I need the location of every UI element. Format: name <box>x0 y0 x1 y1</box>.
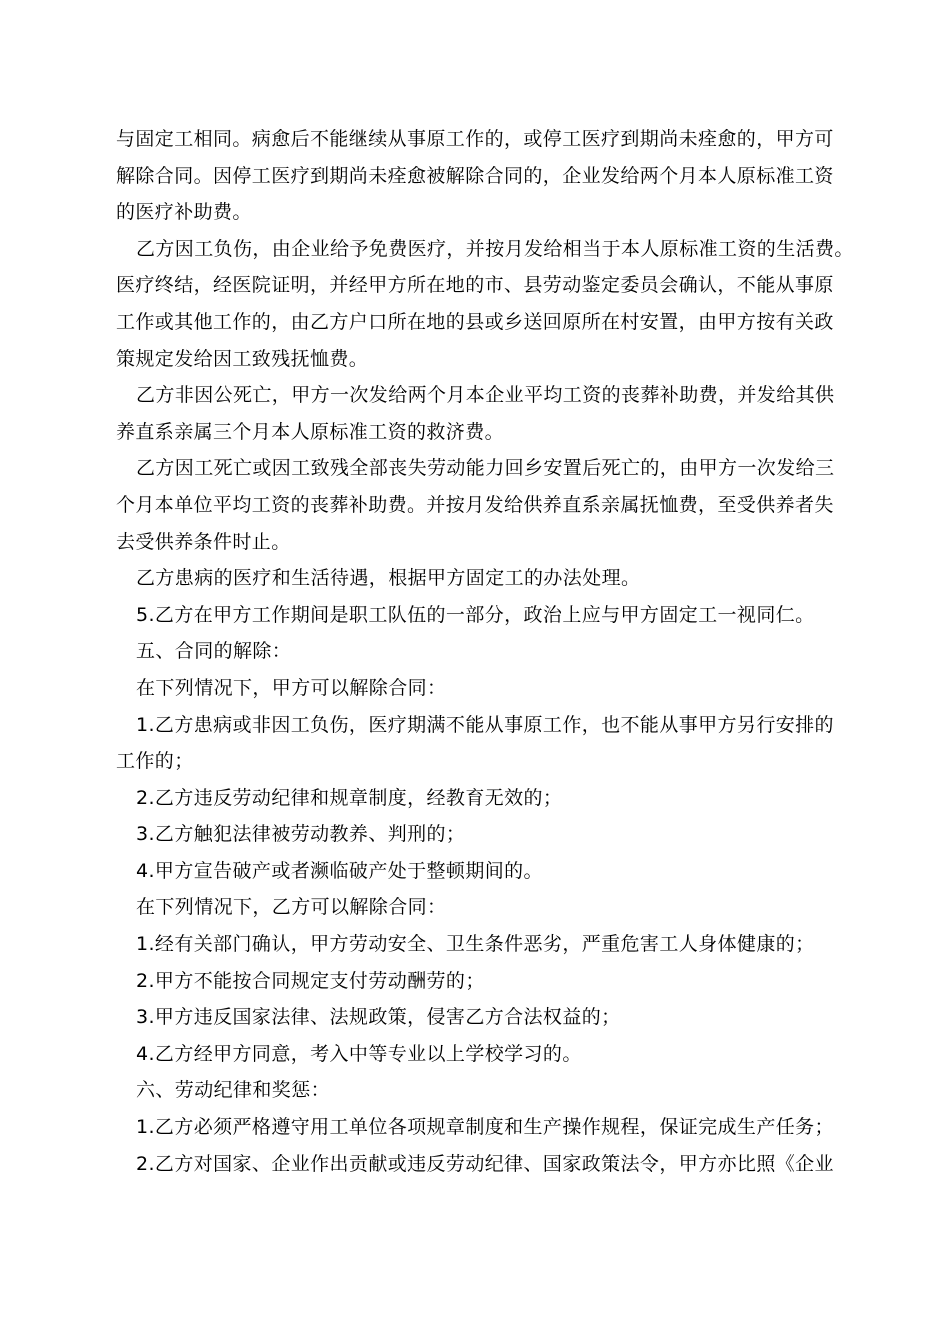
list-item <box>116 1146 841 1183</box>
text-line: 医疗终结，经医院证明，并经甲方所在地的市、县劳动鉴定委员会确认，不能从事原 <box>116 274 834 297</box>
list-item <box>116 597 841 634</box>
list-item <box>116 1036 841 1073</box>
text-line: 工作或其他工作的，由乙方户口所在地的县或乡送回原所在村安置，由甲方按有关政 <box>116 310 834 333</box>
text-line: 3.甲方违反国家法律、法规政策，侵害乙方合法权益的； <box>136 1006 621 1029</box>
text-line: 在下列情况下，甲方可以解除合同： <box>136 676 447 699</box>
text-line: 五、合同的解除： <box>136 640 292 663</box>
paragraph <box>116 889 841 926</box>
paragraph <box>116 560 841 597</box>
text-line: 个月本单位平均工资的丧葬补助费。并按月发给供养直系亲属抚恤费，至受供养者失 <box>116 493 834 516</box>
text-line: 工作的； <box>116 750 194 773</box>
text-line: 去受供养条件时止。 <box>116 530 291 553</box>
section-heading <box>116 1072 841 1109</box>
document-body <box>116 121 854 1182</box>
text-line: 养直系亲属三个月本人原标准工资的救济费。 <box>116 420 505 443</box>
list-item <box>116 963 841 1000</box>
list-item <box>116 1109 841 1146</box>
text-line: 2.乙方违反劳动纪律和规章制度，经教育无效的； <box>136 786 563 809</box>
text-line: 乙方患病的医疗和生活待遇，根据甲方固定工的办法处理。 <box>136 567 641 590</box>
section-heading <box>116 633 841 670</box>
text-line: 的医疗补助费。 <box>116 201 252 224</box>
list-item <box>116 999 841 1036</box>
text-line: 乙方因工死亡或因工致残全部丧失劳动能力回乡安置后死亡的，由甲方一次发给三 <box>136 457 835 480</box>
paragraph <box>116 450 841 560</box>
text-line: 1.经有关部门确认，甲方劳动安全、卫生条件恶劣，严重危害工人身体健康的； <box>136 933 815 956</box>
list-item <box>116 780 841 817</box>
text-line: 策规定发给因工致残抚恤费。 <box>116 347 369 370</box>
text-line: 1.乙方必须严格遵守用工单位各项规章制度和生产操作规程，保证完成生产任务； <box>136 1116 834 1139</box>
text-line: 在下列情况下，乙方可以解除合同： <box>136 896 447 919</box>
list-item <box>116 707 841 780</box>
list-item <box>116 853 841 890</box>
text-line: 解除合同。因停工医疗到期尚未痊愈被解除合同的，企业发给两个月本人原标准工资 <box>116 164 834 187</box>
text-line: 4.甲方宣告破产或者濒临破产处于整顿期间的。 <box>136 859 543 882</box>
list-item <box>116 926 841 963</box>
text-line: 2.乙方对国家、企业作出贡献或违反劳动纪律、国家政策法令，甲方亦比照《企业 <box>136 1152 834 1175</box>
text-line: 六、劳动纪律和奖惩： <box>136 1079 331 1102</box>
text-line: 与固定工相同。病愈后不能继续从事原工作的，或停工医疗到期尚未痊愈的，甲方可 <box>116 128 834 150</box>
paragraph <box>116 121 841 231</box>
text-line: 2.甲方不能按合同规定支付劳动酬劳的； <box>136 969 485 992</box>
list-item <box>116 816 841 853</box>
text-line: 乙方因工负伤，由企业给予免费医疗，并按月发给相当于本人原标准工资的生活费。 <box>136 237 854 260</box>
text-line: 5.乙方在甲方工作期间是职工队伍的一部分，政治上应与甲方固定工一视同仁。 <box>136 603 815 626</box>
text-line: 1.乙方患病或非因工负伤，医疗期满不能从事原工作，也不能从事甲方另行安排的 <box>136 713 834 736</box>
text-line: 乙方非因公死亡，甲方一次发给两个月本企业平均工资的丧葬补助费，并发给其供 <box>136 384 835 407</box>
paragraph <box>116 231 854 377</box>
paragraph <box>116 670 841 707</box>
text-line: 3.乙方触犯法律被劳动教养、判刑的； <box>136 823 466 846</box>
text-line: 4.乙方经甲方同意，考入中等专业以上学校学习的。 <box>136 1042 582 1065</box>
paragraph <box>116 377 841 450</box>
